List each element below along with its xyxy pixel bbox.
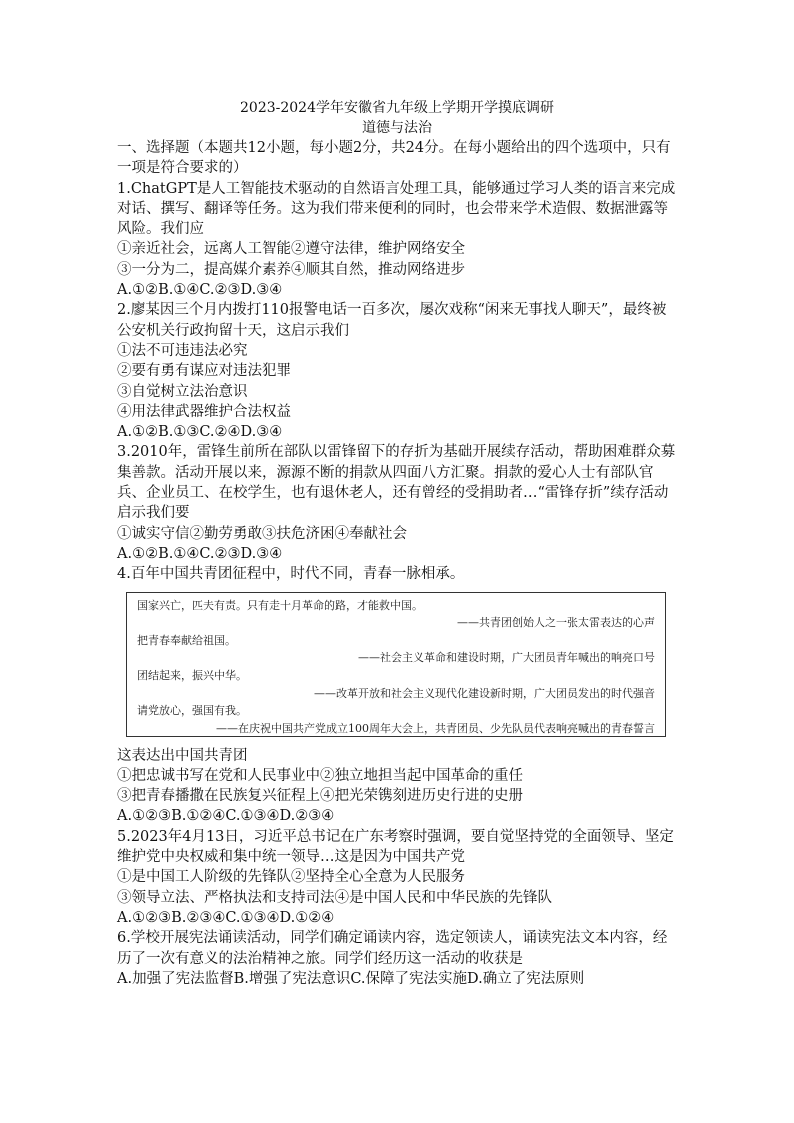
quote-box: [126, 592, 666, 737]
quote-source: ——社会主义革命和建设时期，广大团员青年喊出的响亮口号: [358, 651, 655, 665]
answer-choices: A.①②③B.②③④C.①③④D.①②④: [117, 909, 335, 926]
question-stem: 4.百年中国共青团征程中，时代不同，青春一脉相承。: [117, 566, 465, 583]
question-2: [117, 300, 677, 442]
answer-choices: A.①②B.①③C.②④D.③④: [117, 424, 283, 441]
answer-choices: A.①②B.①④C.②③D.③④: [117, 545, 283, 562]
statement-line: ①亲近社会，远离人工智能②遵守法律，维护网络安全: [117, 241, 465, 258]
quote-source: ——在庆祝中国共产党成立100周年大会上，共青团员、少先队员代表响亮喊出的青春誓言: [216, 721, 655, 735]
question-1: [117, 179, 677, 301]
question-3: [117, 442, 677, 564]
quote-source: ——共青团创始人之一张太雷表达的心声: [457, 616, 655, 630]
answer-choices: A.①②B.①④C.②③D.③④: [117, 282, 283, 299]
quote-text: 把青春奉献给祖国。: [137, 633, 236, 647]
quote-source: ——改革开放和社会主义现代化建设新时期，广大团员发出的时代强音: [314, 686, 655, 700]
question-stem: 2.廖某因三个月内拨打110报警电话一百多次，屡次戏称“闲来无事找人聊天”，最终被公安机关行政拘留十天，这启示我们: [117, 302, 667, 339]
question-stem: 6.学校开展宪法诵读活动，同学们确定诵读内容，选定领读人，诵读宪法文本内容，经历了一次有意义的法治精神之旅。同学们经历这一活动的收获是: [117, 930, 668, 967]
statement-line: ③一分为二，提高媒介素养④顺其自然，推动网络进步: [117, 261, 465, 278]
question-stem: 3.2010年，雷锋生前所在部队以雷锋留下的存折为基础开展续存活动，帮助困难群众募集善款。活动开展以来，源源不断的捐款从四面八方汇聚。捐款的爱心人士有部队官兵、企业员工、在校学生，也有退休老人，还有曾经的受捐助者…“雷锋存折”续存活动启示我们要: [117, 444, 676, 522]
quote-text: 国家兴亡，匹夫有责。只有走十月革命的路，才能救中国。: [137, 598, 423, 612]
statement-line: ③领导立法、严格执法和支持司法④是中国人民和中华民族的先锋队: [117, 889, 552, 906]
question-stem: 5.2023年4月13日，习近平总书记在广东考察时强调，要自觉坚持党的全面领导、坚定维护党中央权威和集中统一领导…这是因为中国共产党: [117, 828, 674, 866]
statement-line: ①把忠诚书写在党和人民事业中②独立地担当起中国革命的重任: [117, 767, 523, 784]
statement-line: ①诚实守信②勤劳勇敢③扶危济困④奉献社会: [117, 525, 407, 542]
statement-line: ②要有勇有谋应对违法犯罪: [117, 363, 291, 380]
question-follow-up: 这表达出中国共青团: [117, 747, 248, 764]
exam-subject: 道德与法治: [362, 120, 432, 136]
statement-line: ④用法律武器维护合法权益: [117, 403, 291, 420]
quote-text: 团结起来，振兴中华。: [137, 668, 247, 682]
statement-line: ③自觉树立法治意识: [117, 383, 248, 400]
statement-line: ③把青春播撒在民族复兴征程上④把光荣镌刻进历史行进的史册: [117, 788, 523, 805]
quote-text: 请党放心，强国有我。: [137, 704, 247, 718]
answer-choices: A.①②③B.①②④C.①③④D.②③④: [117, 808, 335, 825]
question-5: [117, 827, 677, 928]
exam-title: 2023-2024学年安徽省九年级上学期开学摸底调研: [240, 100, 554, 116]
question-4: [117, 564, 677, 826]
statement-line: ①是中国工人阶级的先锋队②坚持全心全意为人民服务: [117, 869, 465, 886]
section-instructions: 一、选择题（本题共12小题，每小题2分，共24分。在每小题给出的四个选项中，只有一项是符合要求的）: [117, 140, 671, 177]
question-6: [117, 928, 677, 989]
answer-choices: A.加强了宪法监督B.增强了宪法意识C.保障了宪法实施D.确立了宪法原则: [117, 970, 585, 987]
question-stem: 1.ChatGPT是人工智能技术驱动的自然语言处理工具，能够通过学习人类的语言来完成对话、撰写、翻译等任务。这为我们带来便利的同时，也会带来学术造假、数据泄露等风险。我们应: [117, 180, 676, 238]
statement-line: ①法不可违违法必究: [117, 342, 248, 359]
exam-page: [117, 98, 677, 989]
